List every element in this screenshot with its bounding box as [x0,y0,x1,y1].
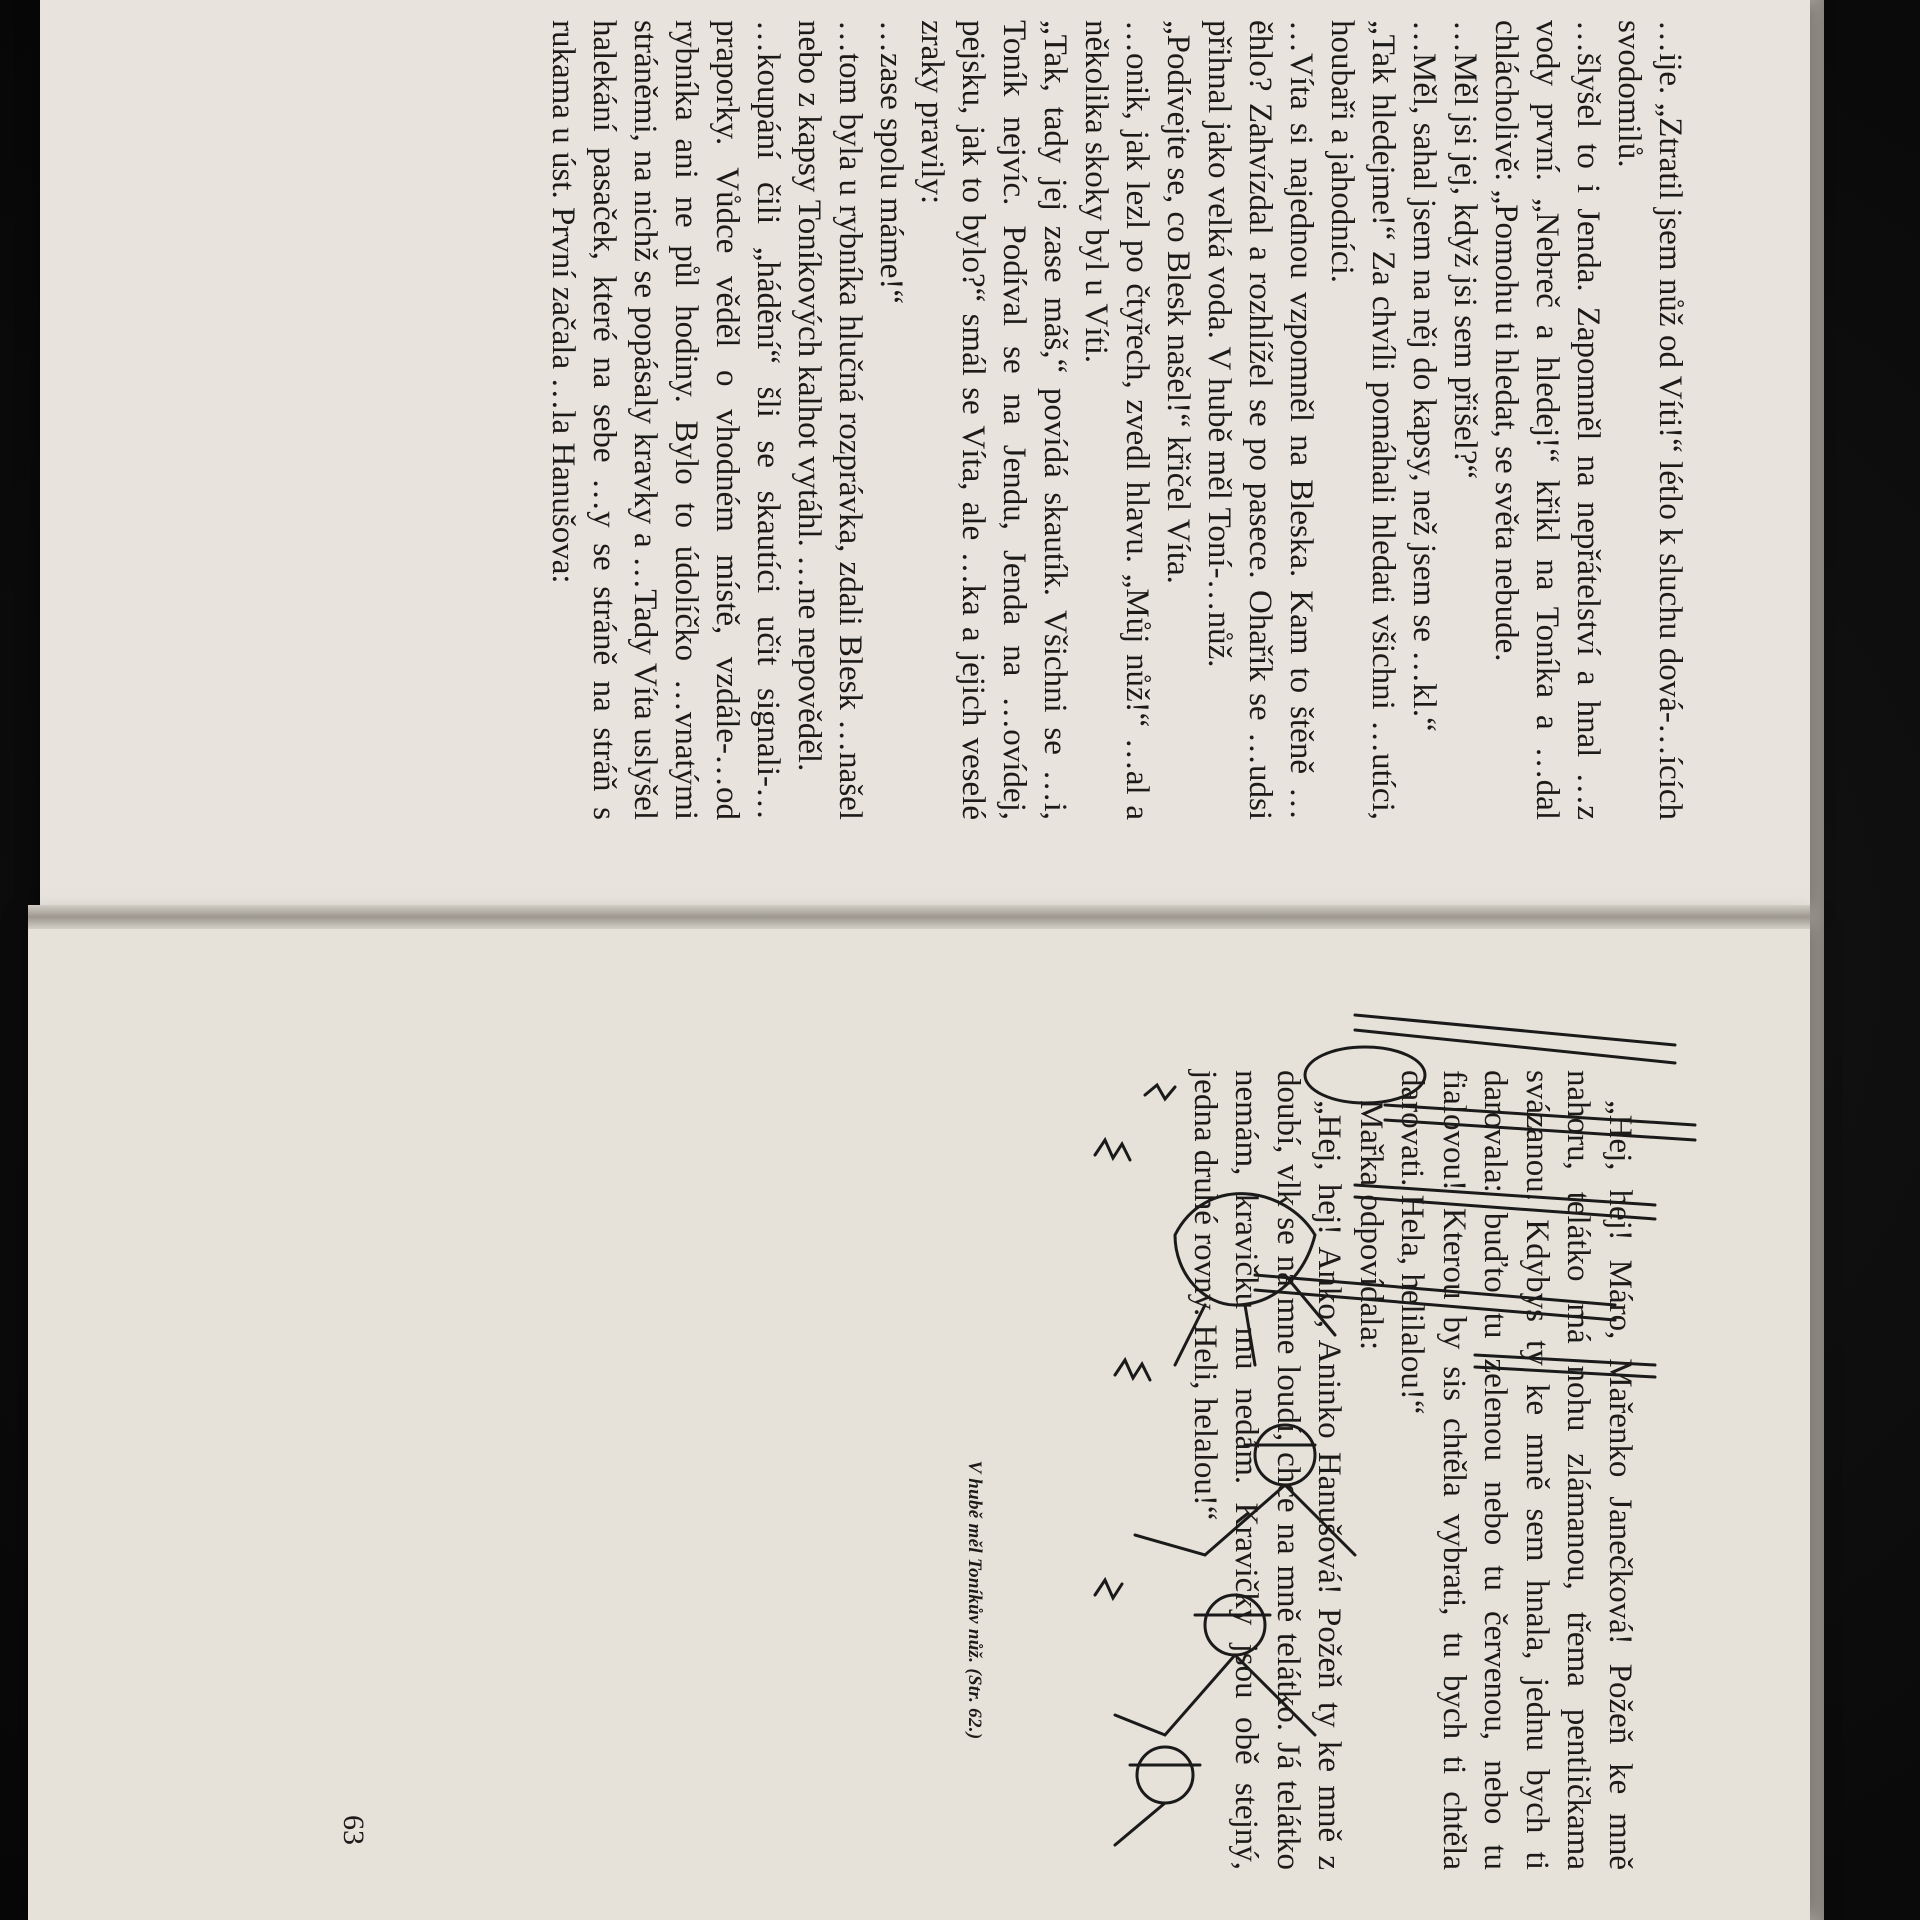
paragraph: …Měl, sahal jsem na něj do kapsy, než jsem se …kl.“ [1406,20,1442,732]
paragraph: „Hej, hej! Máro, Mařenko Janečková! Požeň ke mně nahoru, telátko má nohu zlámanou, třema pentličkama svázanou. Kdybys ty ke mně sem hnala, jednu bych ti darovala: buďto tu zelenou nebo tu červenou, nebo tu fialovou! Kterou by sis chtěla vybrati, tu bych ti chtěla darovati. Hela, helilalou!“ [1394,1070,1638,1870]
paragraph: „Hej, hej! Anko, Aninko Hanušová! Požeň ty ke mně z doubí, vlk se na mne loudí, chce na mně telátko. Já telátko nemám, kravičku mu nedám. Kravičky jsou obě stejný, jedna druhé rovny. Heli, helalou!“ [1187,1070,1348,1870]
paragraph: …ije. „Ztratil jsem nůž od Víti!“ létlo k sluchu dová-…ících svodomilů. [1611,20,1688,820]
paragraph: …koupání čili „hádění“ šli se skautíci učit signali-…praporky. Vůdce věděl o vhodném místě, vzdále-…od rybníka ani ne půl hodiny. Bylo to údolíčko …vnatými stráněmi, na nichž se popásaly kravky a …Tady Víta uslyšel halekání pasaček, které na sebe …y se stráně na stráň s rukama u úst. První začala …la Hanušova: [545,20,786,820]
paragraph: …Víta si najednou vzpomněl na Bleska. Kam to štěně …ěhlo? Zahvízdal a rozhlížel se po pasece. Ohařík se …udsi přihnal jako velká voda. V hubě měl Toní-…nůž. [1201,20,1319,820]
paragraph: …tom byla u rybníka hlučná rozprávka, zdali Blesk …našel nebo z kapsy Toníkových kalhot vytáhl. …ne nepověděl. [791,20,868,820]
paragraph: …Měl jsi jej, když jsi sem přišel?“ [1447,20,1483,480]
paragraph: „Tak, tady jej zase máš,“ povídá skautík. Všichni se …i, Toník nejvíc. Podíval se na Jendu, Jenda na …ovídej, pejsku, jak to bylo?“ smál se Víta, ale …ka a jejich veselé zraky pravily: [914,20,1073,820]
paragraph: Mařka odpovídala: [1353,1100,1389,1351]
paragraph: …zase spolu máme!“ [873,20,909,305]
paragraph: …šlyšel to i Jenda. Zapomněl na nepřátelství a hnal …z vody první. „Nebreč a hledej!“ křikl na Toníka a …dal chlácholivě: „Pomohu ti hledat, se světa nebude. [1488,20,1606,820]
left-page-text [30,20,1690,820]
page-number: 63 [337,1815,370,1845]
book-spine [28,905,1810,929]
paragraph: …onik, jak lezl po čtyřech, zvedl hlavu. „Můj nůž!“ …al a několika skoky byl u Víti. [1078,20,1155,820]
paragraph: „Tak hledejme!“ Za chvíli pomáhali hledati všichni …utíci, houbaři a jahodníci. [1324,20,1401,820]
right-page-text [380,1070,1640,1870]
paragraph: „Podívejte se, co Blesk našel!“ křičel Víta. [1160,20,1196,584]
figure-caption: V hubě měl Toníkův nůž. (Str. 62.) [964,1460,985,1740]
